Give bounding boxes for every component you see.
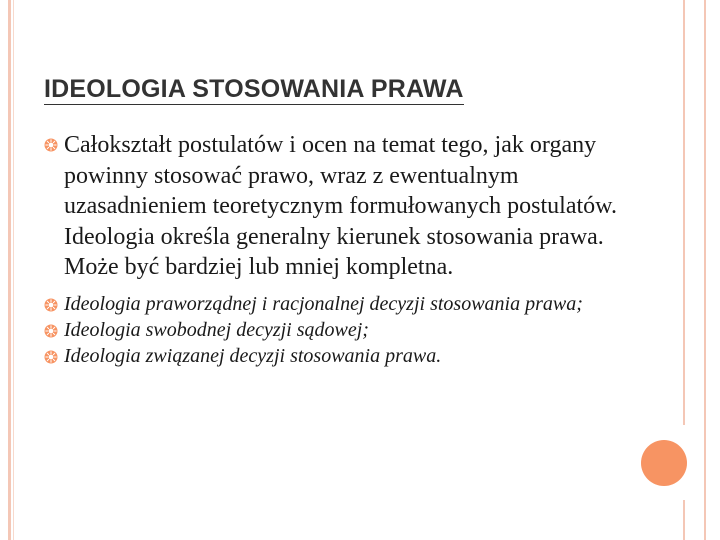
slide-title: IDEOLOGIA STOSOWANIA PRAWA [44,75,464,103]
sub-bullet-item [44,317,644,343]
sub-bullet-text: Ideologia swobodnej decyzji sądowej; [64,318,369,341]
main-bullet-text: Całokształt postulatów i ocen na temat tego, jak organy powinny stosować prawo, wraz z ewentualnym uzasadnieniem teoretycznym formułowanych postulatów. Ideologia określa generalny kierunek stosowania prawa. Może być bardziej lub mniej kompletna. [64,132,617,280]
slide-content [44,130,644,369]
sub-bullet-item [44,291,644,317]
frame-line-right-outer [704,0,706,540]
frame-line-left-inner [13,0,14,540]
sunburst-bullet-icon [44,350,58,364]
main-bullet [44,130,644,283]
sub-bullet-item [44,343,644,369]
sunburst-bullet-icon [44,138,58,152]
sunburst-bullet-icon [44,298,58,312]
frame-line-right-inner-bottom [683,500,685,540]
sub-bullet-text: Ideologia praworządnej i racjonalnej decyzji stosowania prawa; [64,292,583,315]
sunburst-bullet-icon [44,324,58,338]
frame-line-left [8,0,11,540]
sub-bullet-list [44,291,644,369]
frame-line-right-inner [683,0,685,425]
sub-bullet-text: Ideologia związanej decyzji stosowania prawa. [64,344,442,367]
accent-circle [641,440,687,486]
